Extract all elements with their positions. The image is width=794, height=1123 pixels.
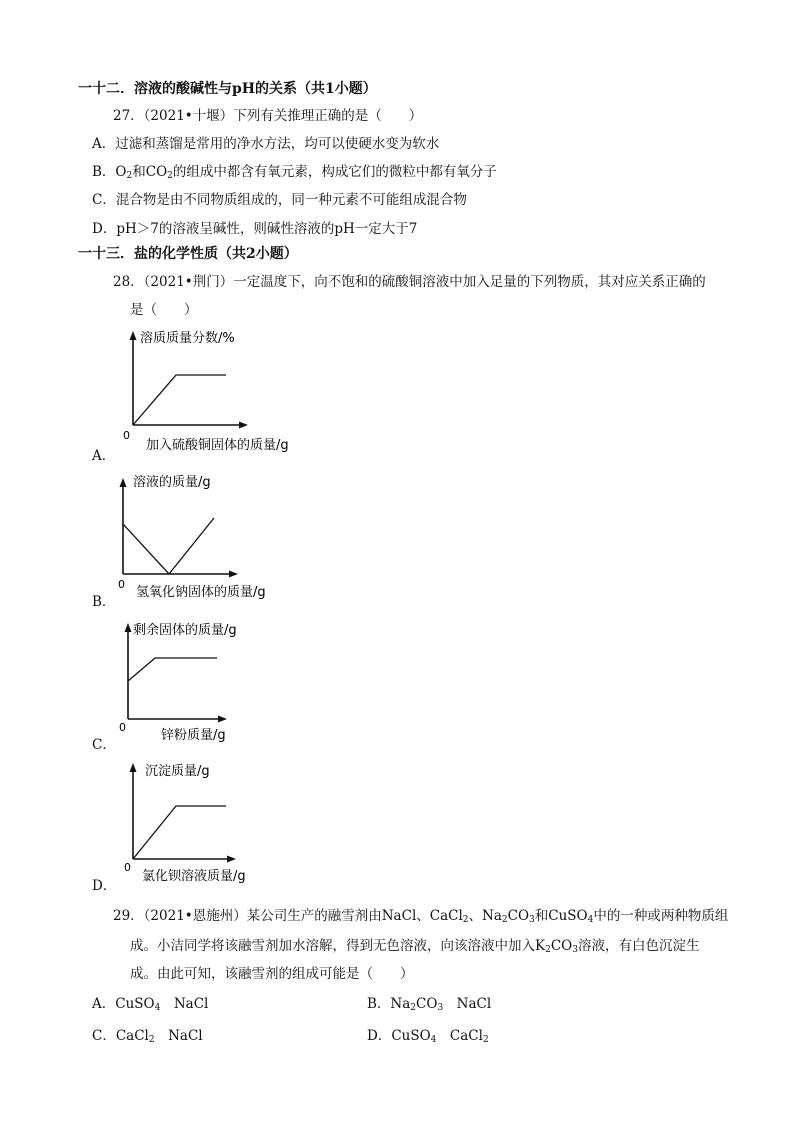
q28-graph-c: [105, 615, 305, 750]
x-axis-arrow: [218, 716, 227, 723]
x-label: 加入硫酸铜固体的质量/g: [146, 438, 289, 453]
origin-label: 0: [118, 578, 125, 591]
q29-stem-line1: 29．（2021•恩施州）某公司生产的融雪剂由NaCl、CaCl$_2$、$Na_2CO_3$和CuSO$_4$中的一种或两种物质组: [113, 908, 729, 925]
q28-graph-d: [110, 755, 310, 890]
x-label: 锌粉质量/g: [161, 728, 226, 743]
q28-option-c-letter: C．: [92, 737, 116, 753]
q27-option-b: B．$O_2$和$CO_2$的组成中都含有氧元素，构成它们的微粒中都有氧分子: [92, 164, 497, 181]
y-axis-arrow: [130, 331, 137, 340]
q29-option-c: C．CaCl$_2$ NaCl: [92, 1028, 203, 1045]
q29-stem-line2: 成。小洁同学将该融雪剂加水溶解，得到无色溶液，向该溶液中加入$K_2CO_3$溶液，有白色沉淀生: [130, 938, 700, 955]
y-axis-arrow: [120, 478, 127, 487]
x-label: 氯化钡溶液质量/g: [142, 869, 246, 884]
q27-option-a: A．过滤和蒸馏是常用的净水方法，均可以使硬水变为软水: [92, 136, 440, 152]
q28-option-d-letter: D．: [92, 878, 117, 894]
q27-option-c: C．混合物是由不同物质组成的，同一种元素不可能组成混合物: [92, 192, 467, 208]
q27-option-d: D．pH＞7的溶液呈碱性，则碱性溶液的pH一定大于7: [92, 221, 418, 237]
y-axis-arrow: [125, 623, 132, 632]
curve: [128, 658, 217, 681]
q28-graph-a: [110, 325, 310, 455]
curve: [133, 375, 226, 425]
y-label: 溶质质量分数/%: [140, 331, 235, 346]
q27-stem: 27．（2021•十堰）下列有关推理正确的是（ ）: [113, 108, 423, 124]
x-label: 氢氧化钠固体的质量/g: [136, 585, 266, 600]
x-axis-arrow: [239, 422, 248, 429]
section-title-13: 一十三．盐的化学性质（共2小题）: [78, 246, 298, 262]
y-label: 沉淀质量/g: [145, 764, 210, 779]
curve: [133, 806, 226, 859]
q28-graph-b: [100, 470, 300, 605]
q29-option-d: D．CuSO$_4$ CaCl$_2$: [367, 1028, 489, 1045]
x-axis-arrow: [229, 571, 238, 578]
q28-stem-line1: 28．（2021•荆门）一定温度下，向不饱和的硫酸铜溶液中加入足量的下列物质，其对应关系正确的: [113, 274, 706, 290]
q29-option-a: A．CuSO$_4$ NaCl: [92, 996, 209, 1013]
curve: [123, 518, 214, 574]
origin-label: 0: [119, 721, 126, 734]
q28-stem-line2: 是（ ）: [130, 302, 198, 318]
y-axis-arrow: [130, 763, 137, 772]
q29-stem-line3: 成。由此可知，该融雪剂的组成可能是（ ）: [130, 966, 414, 982]
y-label: 溶液的质量/g: [133, 475, 211, 490]
q28-option-a-letter: A．: [92, 448, 116, 464]
origin-label: 0: [124, 861, 131, 874]
q28-option-b-letter: B．: [92, 594, 116, 610]
y-label: 剩余固体的质量/g: [133, 623, 237, 638]
q29-option-b: B．$Na_2CO_3$ NaCl: [367, 996, 492, 1013]
x-axis-arrow: [227, 856, 236, 863]
section-title-12: 一十二．溶液的酸碱性与pH的关系（共1小题）: [78, 81, 377, 97]
origin-label: 0: [123, 429, 130, 442]
